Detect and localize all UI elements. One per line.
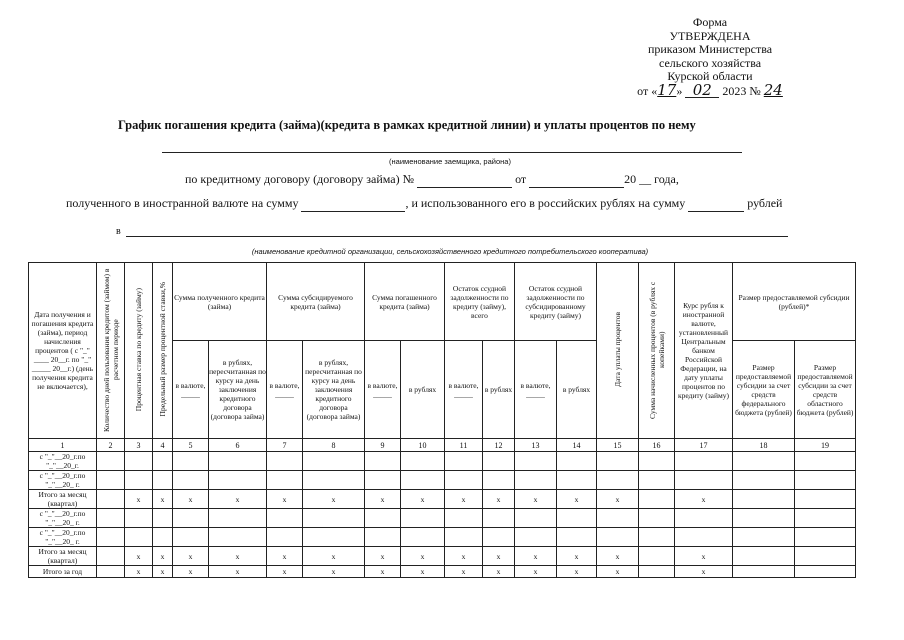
data-cell[interactable] <box>483 528 515 547</box>
data-cell[interactable] <box>303 471 365 490</box>
currency-line: полученного в иностранной валюте на сумму , и использованного его в российских рублях на сумму рублей <box>66 196 783 210</box>
row-label: с "_"__20_г.по "_"__20_ г. <box>29 471 97 490</box>
data-cell[interactable] <box>733 509 795 528</box>
data-cell[interactable] <box>267 471 303 490</box>
header-repaid-amount: Сумма погашенного кредита (займа) <box>365 263 445 341</box>
column-number: 9 <box>365 439 401 452</box>
x-mark-cell: x <box>401 490 445 509</box>
x-mark-cell: x <box>125 547 153 566</box>
data-cell[interactable] <box>597 452 639 471</box>
data-cell[interactable] <box>173 471 209 490</box>
data-cell[interactable] <box>97 547 125 566</box>
data-cell[interactable] <box>125 471 153 490</box>
column-number: 19 <box>795 439 856 452</box>
x-mark-cell: x <box>303 547 365 566</box>
column-number: 4 <box>153 439 173 452</box>
data-cell[interactable] <box>733 547 795 566</box>
x-mark-cell: x <box>173 566 209 578</box>
data-cell[interactable] <box>557 471 597 490</box>
column-number: 1 <box>29 439 97 452</box>
x-mark-cell: x <box>597 566 639 578</box>
data-cell[interactable] <box>795 547 856 566</box>
header-8-rub-converted: в рублях, пересчитанная по курсу на день заключения кредитного договора (договора займа) <box>303 341 365 439</box>
x-mark-cell: x <box>153 547 173 566</box>
x-mark-cell: x <box>153 566 173 578</box>
x-mark-cell: x <box>515 490 557 509</box>
x-mark-cell: x <box>675 547 733 566</box>
row-label: Итого за месяц (квартал) <box>29 490 97 509</box>
data-cell[interactable] <box>209 528 267 547</box>
column-number: 13 <box>515 439 557 452</box>
x-mark-cell: x <box>483 566 515 578</box>
column-number: 3 <box>125 439 153 452</box>
column-numbers-row <box>29 439 856 452</box>
borrower-caption: (наименование заемщика, района) <box>389 157 511 166</box>
data-cell[interactable] <box>515 528 557 547</box>
approval-month: 02 <box>685 84 719 99</box>
data-cell[interactable] <box>445 509 483 528</box>
x-mark-cell: x <box>365 490 401 509</box>
x-mark-cell: x <box>483 547 515 566</box>
x-mark-cell: x <box>209 566 267 578</box>
column-number: 5 <box>173 439 209 452</box>
data-cell[interactable] <box>445 528 483 547</box>
header-13-currency: в валюте, _____ <box>515 341 557 439</box>
data-cell[interactable] <box>97 566 125 578</box>
x-mark-cell: x <box>209 490 267 509</box>
x-mark-cell: x <box>401 547 445 566</box>
column-number: 18 <box>733 439 795 452</box>
data-cell[interactable] <box>303 509 365 528</box>
data-cell[interactable] <box>153 452 173 471</box>
data-cell[interactable] <box>597 509 639 528</box>
column-number: 8 <box>303 439 365 452</box>
data-cell[interactable] <box>401 471 445 490</box>
data-cell[interactable] <box>795 471 856 490</box>
column-number: 14 <box>557 439 597 452</box>
table-row <box>29 471 856 490</box>
data-cell[interactable] <box>303 452 365 471</box>
data-cell[interactable] <box>303 528 365 547</box>
borrower-line[interactable] <box>162 152 742 153</box>
data-cell[interactable] <box>557 528 597 547</box>
header-5-currency: в валюте, _____ <box>173 341 209 439</box>
data-cell[interactable] <box>365 452 401 471</box>
header-max-rate: Предельный размер процентной ставки,% <box>153 263 173 439</box>
data-cell[interactable] <box>639 471 675 490</box>
header-19-regional: Размер предоставляемой субсидии за счет средств областного бюджета (рублей) <box>795 341 856 439</box>
x-mark-cell: x <box>401 566 445 578</box>
header-6-rub-converted: в рублях, пересчитанная по курсу на день заключения кредитного договора (договора займа) <box>209 341 267 439</box>
row-label: с "_"__20_г.по "_"__20_ г. <box>29 528 97 547</box>
data-cell[interactable] <box>639 452 675 471</box>
data-cell[interactable] <box>209 452 267 471</box>
data-cell[interactable] <box>445 471 483 490</box>
data-cell[interactable] <box>515 471 557 490</box>
data-cell[interactable] <box>515 509 557 528</box>
data-cell[interactable] <box>795 452 856 471</box>
header-received-amount: Сумма полученного кредита (займа) <box>173 263 267 341</box>
header-subsidized-amount: Сумма субсидируемого кредита (займа) <box>267 263 365 341</box>
data-cell[interactable] <box>639 547 675 566</box>
document-title: График погашения кредита (займа)(кредита в рамках кредитной линии) и уплаты процентов по нему <box>118 118 696 132</box>
x-mark-cell: x <box>597 547 639 566</box>
approval-number: 24 <box>763 80 783 99</box>
data-cell[interactable] <box>209 509 267 528</box>
bank-prefix: в <box>116 226 121 237</box>
x-mark-cell: x <box>445 490 483 509</box>
x-mark-cell: x <box>125 490 153 509</box>
header-row-1 <box>29 263 856 341</box>
x-mark-cell: x <box>267 566 303 578</box>
data-cell[interactable] <box>173 452 209 471</box>
data-cell[interactable] <box>445 452 483 471</box>
data-cell[interactable] <box>675 471 733 490</box>
data-cell[interactable] <box>401 452 445 471</box>
data-cell[interactable] <box>97 471 125 490</box>
data-cell[interactable] <box>733 566 795 578</box>
column-number: 2 <box>97 439 125 452</box>
header-accrued-interest: Сумма начисленных процентов (в рублях с копейками) <box>639 263 675 439</box>
header-9-currency: в валюте, _____ <box>365 341 401 439</box>
data-cell[interactable] <box>639 528 675 547</box>
data-cell[interactable] <box>173 509 209 528</box>
data-cell[interactable] <box>639 490 675 509</box>
x-mark-cell: x <box>303 490 365 509</box>
bank-name-line[interactable] <box>126 236 788 237</box>
currency-amount-field[interactable] <box>301 196 405 212</box>
data-cell[interactable] <box>675 528 733 547</box>
data-cell[interactable] <box>365 471 401 490</box>
header-12-rubles: в рублях <box>483 341 515 439</box>
total-row <box>29 547 856 566</box>
data-cell[interactable] <box>267 509 303 528</box>
ruble-amount-field[interactable] <box>688 196 744 212</box>
column-number: 12 <box>483 439 515 452</box>
data-cell[interactable] <box>733 490 795 509</box>
x-mark-cell: x <box>515 566 557 578</box>
contract-number-field[interactable] <box>417 172 512 188</box>
x-mark-cell: x <box>267 490 303 509</box>
data-cell[interactable] <box>401 528 445 547</box>
header-date-period: Дата получения и погашения кредита (займа), период начисления процентов ( с "_" ____ 20__г. по "_" _____ 20__г.) (день получения кредита не включается), <box>29 263 97 439</box>
data-cell[interactable] <box>483 471 515 490</box>
data-cell[interactable] <box>267 452 303 471</box>
data-cell[interactable] <box>365 509 401 528</box>
approval-block <box>600 16 820 98</box>
data-cell[interactable] <box>97 452 125 471</box>
header-14-rubles: в рублях <box>557 341 597 439</box>
header-subsidy-amount: Размер предоставляемой субсидии (рублей)* <box>733 263 856 341</box>
header-7-currency: в валюте, _____ <box>267 341 303 439</box>
x-mark-cell: x <box>125 566 153 578</box>
data-cell[interactable] <box>795 490 856 509</box>
contract-line: по кредитному договору (договору займа) № от 20 __ года, <box>185 172 679 186</box>
header-payment-date: Дата уплаты процентов <box>597 263 639 439</box>
table-row <box>29 452 856 471</box>
column-number: 16 <box>639 439 675 452</box>
data-cell[interactable] <box>597 471 639 490</box>
contract-date-field[interactable] <box>529 172 624 188</box>
x-mark-cell: x <box>445 547 483 566</box>
table-body <box>29 452 856 578</box>
column-number: 17 <box>675 439 733 452</box>
x-mark-cell: x <box>557 490 597 509</box>
data-cell[interactable] <box>795 509 856 528</box>
data-cell[interactable] <box>97 490 125 509</box>
data-cell[interactable] <box>733 471 795 490</box>
header-10-rubles: в рублях <box>401 341 445 439</box>
data-cell[interactable] <box>125 528 153 547</box>
total-row <box>29 490 856 509</box>
data-cell[interactable] <box>675 452 733 471</box>
column-number: 6 <box>209 439 267 452</box>
x-mark-cell: x <box>597 490 639 509</box>
x-mark-cell: x <box>445 566 483 578</box>
data-cell[interactable] <box>733 528 795 547</box>
bank-caption: (наименование кредитной организации, сельскохозяйственного кредитного потребительского кооператива) <box>251 247 649 256</box>
x-mark-cell: x <box>675 490 733 509</box>
data-cell[interactable] <box>153 509 173 528</box>
data-cell[interactable] <box>97 528 125 547</box>
row-label: Итого за год <box>29 566 97 578</box>
header-rate: Процентная ставка по кредиту (займу) <box>125 263 153 439</box>
header-days: Количество дней пользования кредитом (займом) в расчетном периоде <box>97 263 125 439</box>
data-cell[interactable] <box>795 566 856 578</box>
x-mark-cell: x <box>303 566 365 578</box>
data-cell[interactable] <box>401 509 445 528</box>
header-balance-subsidized: Остаток ссудной задолженности по субсидированному кредиту (займу) <box>515 263 597 341</box>
data-cell[interactable] <box>557 452 597 471</box>
row-label: с "_"__20_г.по "_"__20_ г. <box>29 509 97 528</box>
approval-line-1: приказом Министерства <box>647 42 773 56</box>
row-label: Итого за месяц (квартал) <box>29 547 97 566</box>
header-11-currency: в валюте, _____ <box>445 341 483 439</box>
table-row <box>29 528 856 547</box>
data-cell[interactable] <box>125 509 153 528</box>
column-number: 15 <box>597 439 639 452</box>
approval-line-2: сельского хозяйства <box>658 55 762 70</box>
x-mark-cell: x <box>483 490 515 509</box>
data-cell[interactable] <box>173 528 209 547</box>
approval-date: от «17» 02 2023 № 24 <box>637 80 783 99</box>
data-cell[interactable] <box>153 471 173 490</box>
table-row <box>29 509 856 528</box>
form-label: Форма <box>692 15 728 29</box>
x-mark-cell: x <box>557 566 597 578</box>
data-cell[interactable] <box>483 452 515 471</box>
data-cell[interactable] <box>795 528 856 547</box>
data-cell[interactable] <box>515 452 557 471</box>
header-exchange-rate: Курс рубля к иностранной валюте, установленный Центральным банком Российской Федерации, на дату уплаты процентов по кредиту (займу) <box>675 263 733 439</box>
data-cell[interactable] <box>597 528 639 547</box>
x-mark-cell: x <box>365 566 401 578</box>
x-mark-cell: x <box>173 490 209 509</box>
data-cell[interactable] <box>153 528 173 547</box>
approval-line-3: Курской области <box>667 69 753 83</box>
repayment-schedule-table <box>28 262 856 578</box>
header-balance-total: Остаток ссудной задолженности по кредиту (займу), всего <box>445 263 515 341</box>
row-label: с "_"__20_г.по "_"__20_г. <box>29 452 97 471</box>
x-mark-cell: x <box>557 547 597 566</box>
data-cell[interactable] <box>675 509 733 528</box>
header-18-federal: Размер предоставляемой субсидии за счет средств федерального бюджета (рублей) <box>733 341 795 439</box>
data-cell[interactable] <box>639 566 675 578</box>
x-mark-cell: x <box>153 490 173 509</box>
approval-day: 17 <box>657 80 677 99</box>
data-cell[interactable] <box>365 528 401 547</box>
data-cell[interactable] <box>267 528 303 547</box>
data-cell[interactable] <box>483 509 515 528</box>
x-mark-cell: x <box>365 547 401 566</box>
data-cell[interactable] <box>639 509 675 528</box>
data-cell[interactable] <box>733 452 795 471</box>
column-number: 11 <box>445 439 483 452</box>
column-number: 7 <box>267 439 303 452</box>
approved-label: УТВЕРЖДЕНА <box>669 28 751 43</box>
column-number: 10 <box>401 439 445 452</box>
data-cell[interactable] <box>125 452 153 471</box>
data-cell[interactable] <box>209 471 267 490</box>
x-mark-cell: x <box>675 566 733 578</box>
data-cell[interactable] <box>97 509 125 528</box>
total-row <box>29 566 856 578</box>
x-mark-cell: x <box>515 547 557 566</box>
x-mark-cell: x <box>267 547 303 566</box>
x-mark-cell: x <box>173 547 209 566</box>
data-cell[interactable] <box>557 509 597 528</box>
x-mark-cell: x <box>209 547 267 566</box>
